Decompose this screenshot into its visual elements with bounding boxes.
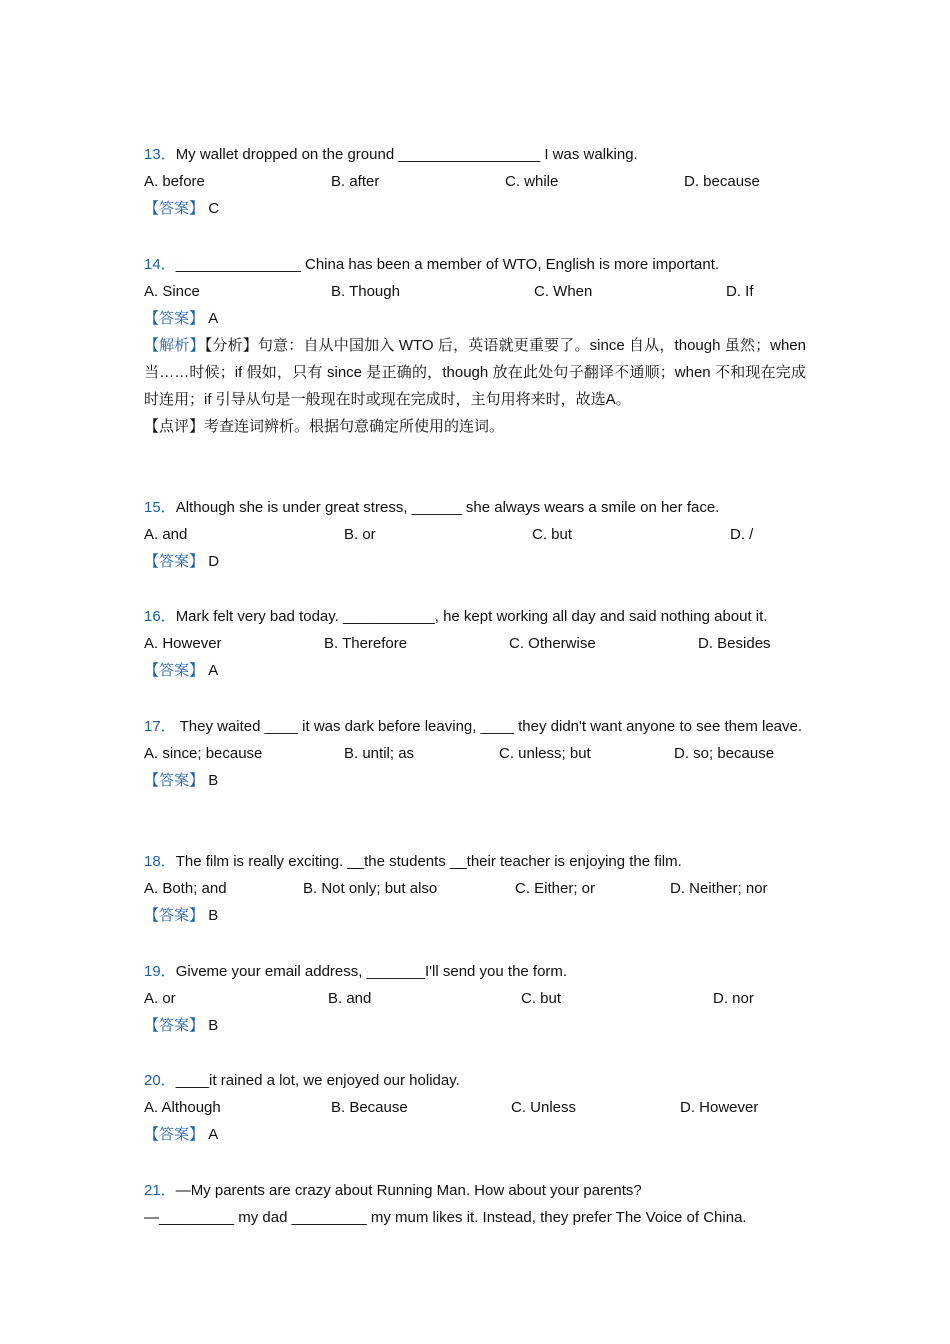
answer-line <box>144 548 806 575</box>
question-16 <box>144 603 806 684</box>
analysis-paragraph <box>144 332 806 413</box>
answer-value: B <box>208 1017 219 1034</box>
stem-text: My wallet dropped on the ground <box>175 146 399 163</box>
stem-text: Mark felt very bad today. <box>175 608 343 625</box>
stem-text: —My parents are crazy about Running Man. How about your parents? <box>175 1182 642 1199</box>
options-row <box>144 278 806 305</box>
answer-line <box>144 1121 806 1148</box>
analysis-text: 【分析】句意：自从中国加入 WTO 后，英语就更重要了。since 自从，though 虽然；when 当……时候；if 假如，只有 since 是正确的，though 放在此处句子翻译不通顺；when 不和现在完成时连用；if 引导从句是一般现在时或现在完成时，主句用将来时，故选A。 <box>144 337 806 408</box>
option-d: D. nor <box>713 990 754 1007</box>
options-row <box>144 521 806 548</box>
stem-text: They waited ____ it was dark before leaving, ____ they didn't want anyone to see them leave. <box>179 718 803 735</box>
stem-text: China has been a member of WTO, English is more important. <box>300 256 720 273</box>
option-a: A. before <box>144 173 205 190</box>
answer-label: 【答案】 <box>144 772 205 789</box>
options-row <box>144 875 806 902</box>
option-a: A. Both; and <box>144 880 227 897</box>
question-number: 18． <box>144 853 176 870</box>
question-number: 16． <box>144 608 176 625</box>
answer-value: A <box>208 310 219 327</box>
answer-value: D <box>208 553 220 570</box>
answer-label: 【答案】 <box>144 1017 205 1034</box>
option-b: B. Not only; but also <box>303 880 438 897</box>
answer-line <box>144 1012 806 1039</box>
question-stem <box>144 713 806 740</box>
option-b: B. Because <box>331 1099 408 1116</box>
option-b: B. or <box>344 526 376 543</box>
question-13 <box>144 141 806 222</box>
option-a: A. or <box>144 990 176 1007</box>
answer-line <box>144 195 806 222</box>
question-number: 13． <box>144 146 176 163</box>
option-d: D. so; because <box>674 745 775 762</box>
question-stem <box>144 1177 806 1204</box>
answer-line <box>144 657 806 684</box>
answer-value: B <box>208 907 219 924</box>
question-stem-line-2 <box>144 1204 806 1231</box>
answer-value: B <box>208 772 219 789</box>
options-row <box>144 168 806 195</box>
answer-blank: _______________ <box>175 256 301 273</box>
option-d: D. / <box>730 526 754 543</box>
option-a: A. Although <box>144 1099 221 1116</box>
question-stem <box>144 494 806 521</box>
analysis-label: 【解析】 <box>144 337 205 354</box>
question-number: 19． <box>144 963 176 980</box>
answer-value: A <box>208 1126 219 1143</box>
answer-label: 【答案】 <box>144 200 205 217</box>
question-stem <box>144 1067 806 1094</box>
options-row <box>144 985 806 1012</box>
question-17 <box>144 713 806 794</box>
answer-line <box>144 305 806 332</box>
answer-label: 【答案】 <box>144 907 205 924</box>
option-a: A. since; because <box>144 745 263 762</box>
question-stem <box>144 958 806 985</box>
question-stem <box>144 848 806 875</box>
option-d: D. Besides <box>698 635 771 652</box>
answer-label: 【答案】 <box>144 1126 205 1143</box>
option-a: A. Since <box>144 283 200 300</box>
answer-label: 【答案】 <box>144 662 205 679</box>
option-d: D. Neither; nor <box>670 880 768 897</box>
comment-text: 【点评】考查连词辨析。根据句意确定所使用的连词。 <box>144 418 505 435</box>
option-b: B. after <box>331 173 380 190</box>
comment-line <box>144 413 806 440</box>
stem-text: —_________ my dad _________ my mum likes it. Instead, they prefer The Voice of China. <box>144 1209 747 1226</box>
option-a: A. However <box>144 635 222 652</box>
stem-text: Although she is under great stress, <box>175 499 412 516</box>
stem-text: , he kept working all day and said nothing about it. <box>434 608 768 625</box>
option-c: C. Either; or <box>515 880 596 897</box>
stem-text: she always wears a smile on her face. <box>461 499 720 516</box>
question-21 <box>144 1177 806 1231</box>
question-14 <box>144 251 806 440</box>
question-20 <box>144 1067 806 1148</box>
option-c: C. unless; but <box>499 745 591 762</box>
question-18 <box>144 848 806 929</box>
question-number: 15． <box>144 499 176 516</box>
stem-text: ____it rained a lot, we enjoyed our holiday. <box>175 1072 460 1089</box>
option-c: C. while <box>505 173 559 190</box>
answer-line <box>144 767 806 794</box>
answer-value: A <box>208 662 219 679</box>
option-d: D. However <box>680 1099 759 1116</box>
answer-line <box>144 902 806 929</box>
option-d: D. If <box>726 283 754 300</box>
question-stem <box>144 603 806 630</box>
options-row <box>144 740 806 767</box>
question-stem <box>144 141 806 168</box>
answer-blank: _________________ <box>398 146 541 163</box>
option-b: B. Therefore <box>324 635 408 652</box>
answer-value: C <box>208 200 220 217</box>
option-c: C. but <box>521 990 562 1007</box>
option-c: C. but <box>532 526 573 543</box>
question-number: 21． <box>144 1182 176 1199</box>
option-b: B. Though <box>331 283 400 300</box>
question-number: 17． <box>144 718 176 735</box>
options-row <box>144 1094 806 1121</box>
option-b: B. until; as <box>344 745 415 762</box>
options-row <box>144 630 806 657</box>
stem-text: The film is really exciting. __the students __their teacher is enjoying the film. <box>175 853 682 870</box>
answer-label: 【答案】 <box>144 310 205 327</box>
option-c: C. When <box>534 283 593 300</box>
question-stem <box>144 251 806 278</box>
question-15 <box>144 494 806 575</box>
question-number: 14． <box>144 256 176 273</box>
answer-blank: ______ <box>411 499 462 516</box>
option-c: C. Unless <box>511 1099 577 1116</box>
option-c: C. Otherwise <box>509 635 596 652</box>
option-d: D. because <box>684 173 760 190</box>
option-a: A. and <box>144 526 188 543</box>
answer-label: 【答案】 <box>144 553 205 570</box>
stem-text: I was walking. <box>540 146 638 163</box>
stem-text: Giveme your email address, _______I'll send you the form. <box>175 963 568 980</box>
option-b: B. and <box>328 990 372 1007</box>
question-19 <box>144 958 806 1039</box>
answer-blank: ___________ <box>342 608 435 625</box>
question-number: 20． <box>144 1072 176 1089</box>
